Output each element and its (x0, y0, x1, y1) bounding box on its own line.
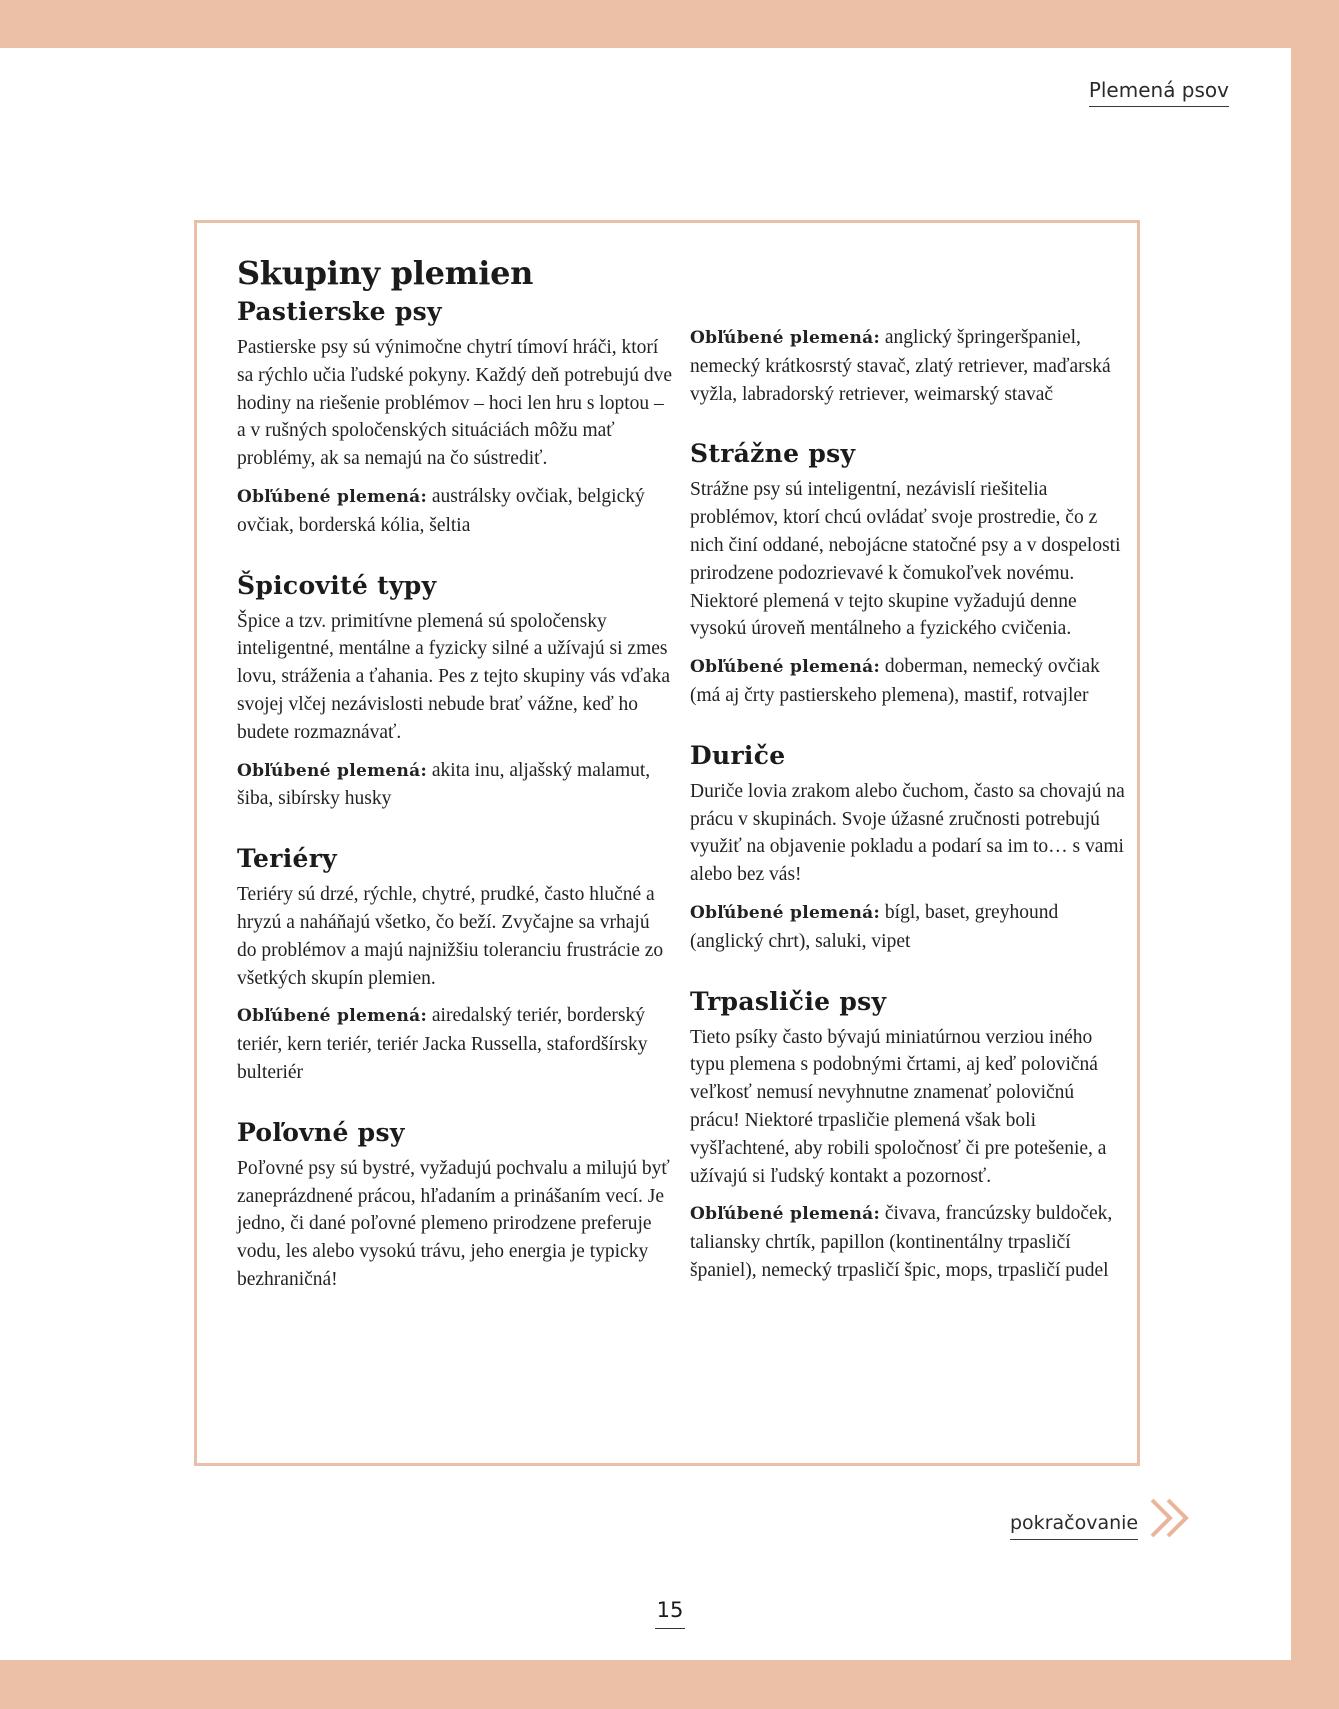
left-column (237, 254, 673, 1294)
favorites (690, 899, 1126, 956)
favorites (690, 1200, 1126, 1284)
favorites-list: čivava, francúzsky buldoček, taliansky chrtík, papillon (kontinentálny trpasličí španiel), nemecký trpasličí špic, mops, trpasličí pudel (690, 1203, 1113, 1281)
section-terriers (237, 843, 673, 1087)
favorites-label: Obľúbené plemená: (690, 657, 881, 678)
section-title: Strážne psy (690, 439, 856, 469)
section-text: Teriéry sú drzé, rýchle, chytré, prudké, často hlučné a hryzú a naháňajú všetko, čo beží. Zvyčajne sa vrhajú do problémov a majú najnižšiu toleranciu frustrácie zo všetkých skupín plemien. (237, 884, 664, 989)
section-guard-dogs (690, 438, 1126, 709)
section-text: Poľovné psy sú bystré, vyžadujú pochvalu a milujú byť zaneprázdnené prácou, hľadaním a prinášaním vecí. Je jedno, či dané poľovné plemeno prirodzene preferuje vodu, les alebo vysokú trávu, jeho energia je typicky bezhraničná! (237, 1157, 670, 1290)
favorites-label: Obľúbené plemená: (237, 1006, 428, 1027)
section-title: Poľovné psy (237, 1117, 405, 1147)
running-title: Plemená psov (1089, 78, 1229, 107)
page-number: 15 (655, 1598, 685, 1629)
favorites-label: Obľúbené plemená: (237, 486, 428, 507)
right-column (690, 324, 1126, 1285)
section-text: Duriče lovia zrakom alebo čuchom, často sa chovajú na prácu v skupinách. Svoje úžasné zručnosti potrebujú využiť na objavenie pokladu a podarí sa im to… s vami alebo bez vás! (690, 780, 1125, 886)
favorites-label: Obľúbené plemená: (237, 760, 428, 781)
favorites (690, 324, 1126, 408)
favorites (237, 483, 673, 540)
continue-link[interactable] (1010, 1496, 1196, 1540)
favorites (237, 757, 673, 814)
double-chevron-right-icon[interactable] (1148, 1496, 1196, 1540)
favorites-list: doberman, nemecký ovčiak (má aj črty pastierskeho plemena), mastif, rotvajler (690, 656, 1100, 706)
section-title: Trpasličie psy (690, 986, 887, 1016)
favorites-label: Obľúbené plemená: (690, 328, 881, 348)
box-title: Skupiny plemien (237, 254, 534, 292)
favorites-list: bígl, baset, greyhound (anglický chrt), saluki, vipet (690, 901, 1059, 952)
favorites-list: anglický špringeršpaniel, nemecký krátkosrstý stavač, zlatý retriever, maďarská vyžla, labradorský retriever, weimarský stavač (690, 327, 1111, 405)
section-herding (237, 296, 673, 540)
favorites-label: Obľúbené plemená: (690, 902, 881, 923)
page (0, 48, 1291, 1660)
favorites (690, 653, 1126, 710)
section-text: Tieto psíky často bývajú miniatúrnou verziou iného typu plemena s podobnými črtami, aj keď polovičná veľkosť nemusí nevyhnutne znamenať polovičnú prácu! Niektoré trpasličie plemená však boli vyšľachtené, aby robili spoločnosť či pre potešenie, a užívajú si ľudský kontakt a pozornosť. (690, 1026, 1107, 1187)
section-hounds (690, 740, 1126, 956)
favorites (237, 1002, 673, 1086)
section-text: Špice a tzv. primitívne plemená sú spoločensky inteligentné, mentálne a fyzicky silné a užívajú si zmes lovu, stráženia a ťahania. Pes z tejto skupiny vás vďaka svojej vlčej nezávislosti nebude brať vážne, keď ho budete rozmaznávať. (237, 610, 671, 743)
section-title: Špicovité typy (237, 570, 437, 600)
section-gundogs (237, 1117, 673, 1294)
favorites-list: akita inu, aljašský malamut, šiba, sibírsky husky (237, 759, 651, 810)
section-toy-dogs (690, 986, 1126, 1285)
favorites-list: austrálsky ovčiak, belgický ovčiak, borderská kólia, šeltia (237, 485, 645, 536)
favorites-label: Obľúbené plemená: (690, 1204, 881, 1225)
favorites-list: airedalský teriér, borderský teriér, kern teriér, teriér Jacka Russella, stafordšírsky bulteriér (237, 1005, 648, 1083)
continue-label[interactable]: pokračovanie (1010, 1512, 1138, 1540)
section-text: Strážne psy sú inteligentní, nezávislí riešitelia problémov, ktorí chcú ovládať svoje prostredie, čo z nich činí oddané, nebojácne statočné psy a v dospelosti prirodzene podozrievavé k čomukoľvek novému. Niektoré plemená v tejto skupine vyžadujú denne vysokú úroveň mentálneho a fyzického cvičenia. (690, 479, 1121, 640)
section-spitz (237, 570, 673, 814)
section-title: Pastierske psy (237, 297, 442, 326)
section-title: Teriéry (237, 844, 338, 874)
section-text: Pastierske psy sú výnimočne chytrí tímoví hráči, ktorí sa rýchlo učia ľudské pokyny. Každý deň potrebujú dve hodiny na riešenie problémov – hoci len hru s loptou – a v rušných spoločenských situáciách môžu mať problémy, ak sa nemajú na čo sústrediť. (237, 337, 672, 470)
section-title: Duriče (690, 740, 786, 770)
